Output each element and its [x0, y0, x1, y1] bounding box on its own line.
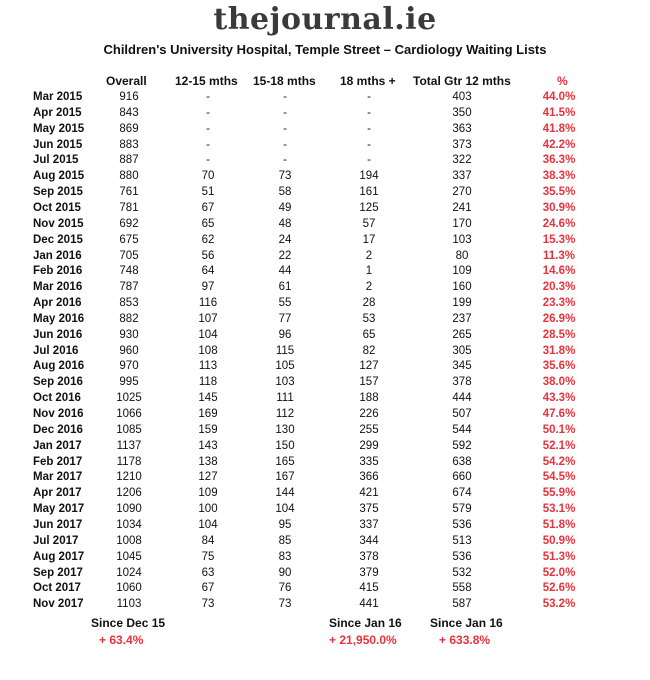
table-row — [0, 185, 650, 200]
cell-15-18: 90 — [278, 566, 292, 579]
cell-18-plus: 161 — [359, 186, 379, 199]
cell-12-15: 108 — [198, 344, 218, 357]
cell-overall: 675 — [119, 233, 139, 246]
cell-15-18: 165 — [275, 455, 295, 468]
table-row — [0, 233, 650, 248]
cell-18-plus: 335 — [359, 455, 379, 468]
cell-overall: 705 — [119, 249, 139, 262]
cell-15-18: 55 — [278, 297, 292, 310]
cell-total: 558 — [452, 582, 472, 595]
cell-15-18: 44 — [278, 265, 292, 278]
cell-15-18: 49 — [278, 201, 292, 214]
cell-pct: 35.6% — [542, 360, 576, 373]
col-header-18-plus: 18 mths + — [340, 74, 396, 88]
cell-12-15: 145 — [198, 392, 218, 405]
cell-month: Jan 2016 — [33, 249, 82, 262]
cell-12-15: 118 — [198, 376, 218, 389]
cell-12-15: 107 — [198, 312, 218, 325]
cell-18-plus: 379 — [359, 566, 379, 579]
table-row — [0, 375, 650, 390]
col-header-15-18: 15-18 mths — [253, 74, 316, 88]
cell-month: Oct 2015 — [33, 201, 81, 214]
cell-pct: 35.5% — [542, 186, 576, 199]
cell-overall: 869 — [119, 122, 139, 135]
cell-total: 241 — [452, 201, 472, 214]
cell-pct: 54.5% — [542, 471, 576, 484]
cell-pct: 11.3% — [543, 249, 575, 262]
cell-pct: 14.6% — [542, 265, 576, 278]
cell-18-plus: 375 — [359, 503, 379, 516]
cell-overall: 995 — [119, 376, 139, 389]
cell-18-plus: - — [367, 154, 371, 167]
cell-overall: 1024 — [116, 566, 142, 579]
table-row — [0, 122, 650, 137]
cell-total: 587 — [452, 598, 472, 611]
cell-15-18: 104 — [275, 503, 295, 516]
cell-18-plus: 82 — [362, 344, 376, 357]
cell-month: Sep 2017 — [33, 566, 83, 579]
cell-month: Nov 2016 — [33, 408, 84, 420]
cell-month: May 2016 — [33, 312, 85, 325]
table-row — [0, 550, 650, 565]
cell-total: 592 — [452, 439, 472, 452]
cell-pct: 41.5% — [542, 106, 576, 119]
table-row — [0, 328, 650, 343]
table-row — [0, 169, 650, 184]
cell-total: 103 — [452, 233, 472, 246]
table-row — [0, 249, 650, 264]
cell-12-15: - — [206, 91, 210, 103]
cell-month: Sep 2016 — [33, 376, 83, 389]
cell-pct: 20.3% — [542, 281, 576, 294]
cell-12-15: 109 — [198, 487, 218, 500]
cell-month: Mar 2016 — [33, 281, 83, 294]
cell-15-18: 85 — [278, 534, 292, 547]
cell-total: 660 — [452, 471, 472, 484]
cell-overall: 960 — [119, 344, 139, 357]
footer-value-18-plus: + 21,950.0% — [329, 633, 397, 647]
table-row — [0, 439, 650, 454]
cell-15-18: - — [283, 138, 287, 151]
cell-pct: 52.6% — [542, 582, 576, 595]
table-row — [0, 280, 650, 295]
cell-15-18: 130 — [275, 423, 295, 436]
cell-15-18: 77 — [278, 312, 292, 325]
cell-18-plus: 366 — [359, 471, 379, 484]
cell-month: Aug 2015 — [33, 170, 85, 183]
cell-18-plus: 53 — [362, 312, 376, 325]
cell-18-plus: 1 — [365, 265, 373, 278]
cell-12-15: 138 — [198, 455, 218, 468]
cell-overall: 1206 — [116, 487, 142, 500]
cell-18-plus: 188 — [359, 392, 379, 405]
cell-pct: 31.8% — [542, 344, 576, 357]
table-title: Children's University Hospital, Temple Street – Cardiology Waiting Lists — [103, 42, 547, 57]
cell-12-15: 84 — [201, 534, 215, 547]
cell-month: Jan 2017 — [33, 439, 82, 452]
cell-pct: 54.2% — [542, 455, 576, 468]
cell-15-18: 73 — [278, 170, 292, 183]
col-header-overall: Overall — [106, 74, 147, 88]
cell-18-plus: 255 — [359, 423, 379, 436]
cell-month: Feb 2016 — [33, 265, 83, 278]
cell-pct: 28.5% — [542, 328, 576, 341]
site-logo: thejournal.ie — [213, 2, 437, 37]
cell-total: 265 — [452, 328, 472, 341]
cell-15-18: - — [283, 122, 287, 135]
cell-month: Dec 2016 — [33, 423, 83, 436]
cell-18-plus: 378 — [359, 550, 379, 563]
cell-15-18: 150 — [275, 439, 295, 452]
cell-12-15: 64 — [201, 265, 215, 278]
cell-18-plus: 299 — [359, 439, 379, 452]
cell-12-15: 62 — [201, 233, 215, 246]
table-row — [0, 106, 650, 121]
cell-pct: 47.6% — [542, 408, 576, 420]
cell-overall: 781 — [119, 201, 139, 214]
footer-label-18-plus: Since Jan 16 — [329, 616, 402, 630]
cell-total: 638 — [452, 455, 472, 468]
cell-pct: 52.1% — [542, 439, 576, 452]
cell-total: 674 — [452, 487, 472, 500]
cell-15-18: 58 — [278, 186, 292, 199]
cell-pct: 50.9% — [542, 534, 576, 547]
cell-12-15: 56 — [201, 249, 215, 262]
cell-month: Apr 2017 — [33, 487, 82, 500]
table-row — [0, 566, 650, 581]
cell-overall: 1034 — [116, 518, 142, 531]
cell-month: Jul 2017 — [33, 534, 79, 547]
col-header-12-15: 12-15 mths — [175, 74, 238, 88]
cell-overall: 843 — [119, 106, 139, 119]
cell-overall: 1008 — [116, 534, 142, 547]
cell-overall: 748 — [119, 265, 139, 278]
cell-total: 579 — [452, 503, 472, 516]
cell-month: Jun 2015 — [33, 138, 83, 151]
cell-18-plus: 157 — [359, 376, 379, 389]
cell-pct: 52.0% — [542, 566, 576, 579]
cell-pct: 38.3% — [542, 170, 576, 183]
cell-15-18: 48 — [278, 217, 292, 230]
cell-month: Dec 2015 — [33, 233, 83, 246]
cell-month: Mar 2017 — [33, 471, 83, 484]
table-row — [0, 486, 650, 501]
cell-12-15: 67 — [201, 582, 215, 595]
cell-15-18: 73 — [278, 598, 292, 611]
cell-pct: 43.3% — [542, 392, 576, 405]
cell-15-18: 76 — [278, 582, 292, 595]
cell-18-plus: 421 — [359, 487, 379, 500]
cell-18-plus: 2 — [365, 281, 373, 294]
cell-12-15: - — [206, 106, 210, 119]
table-row — [0, 581, 650, 596]
cell-15-18: 144 — [275, 487, 295, 500]
cell-total: 403 — [452, 91, 472, 103]
cell-month: Jun 2017 — [33, 518, 83, 531]
cell-pct: 23.3% — [542, 297, 576, 310]
table-row — [0, 470, 650, 485]
cell-pct: 55.9% — [542, 487, 576, 500]
cell-overall: 1066 — [116, 408, 142, 420]
cell-overall: 1137 — [116, 439, 142, 452]
cell-month: May 2015 — [33, 122, 85, 135]
table-row — [0, 597, 650, 612]
cell-18-plus: 194 — [359, 170, 379, 183]
table-row — [0, 344, 650, 359]
cell-12-15: 116 — [198, 297, 218, 310]
cell-overall: 880 — [119, 170, 139, 183]
cell-overall: 761 — [119, 186, 139, 199]
cell-15-18: 83 — [278, 550, 292, 563]
cell-15-18: 24 — [278, 233, 292, 246]
cell-18-plus: - — [367, 138, 371, 151]
table-row — [0, 217, 650, 232]
cell-18-plus: 28 — [362, 297, 376, 310]
cell-total: 305 — [452, 344, 472, 357]
footer-value-total: + 633.8% — [439, 633, 491, 647]
cell-pct: 38.0% — [542, 376, 576, 389]
cell-18-plus: 344 — [359, 534, 379, 547]
table-row — [0, 312, 650, 327]
cell-12-15: 75 — [201, 550, 215, 563]
table-row — [0, 201, 650, 216]
cell-15-18: 22 — [278, 249, 292, 262]
cell-total: 373 — [452, 138, 472, 151]
cell-overall: 882 — [119, 312, 139, 325]
cell-overall: 1090 — [116, 503, 142, 516]
cell-overall: 970 — [119, 360, 139, 373]
cell-overall: 916 — [119, 91, 139, 103]
cell-total: 237 — [452, 312, 472, 325]
cell-18-plus: 441 — [359, 598, 379, 611]
cell-15-18: - — [283, 154, 287, 167]
cell-15-18: 103 — [275, 376, 295, 389]
cell-15-18: 61 — [278, 281, 292, 294]
cell-18-plus: 125 — [359, 201, 379, 214]
cell-month: Nov 2017 — [33, 598, 84, 611]
cell-18-plus: 415 — [359, 582, 379, 595]
table-row — [0, 264, 650, 279]
cell-total: 170 — [452, 217, 472, 230]
cell-15-18: - — [283, 106, 287, 119]
cell-total: 532 — [452, 566, 472, 579]
cell-pct: 51.8% — [542, 518, 576, 531]
table-row — [0, 407, 650, 422]
cell-month: Oct 2017 — [33, 582, 81, 595]
cell-12-15: 169 — [198, 408, 218, 420]
cell-pct: 26.9% — [542, 312, 576, 325]
cell-15-18: 115 — [275, 344, 295, 357]
cell-overall: 1085 — [116, 423, 142, 436]
cell-12-15: 159 — [198, 423, 218, 436]
cell-month: Apr 2015 — [33, 106, 82, 119]
cell-month: Oct 2016 — [33, 392, 81, 405]
cell-total: 109 — [452, 265, 472, 278]
cell-12-15: 143 — [198, 439, 218, 452]
footer-value-overall: + 63.4% — [99, 633, 144, 647]
cell-18-plus: - — [367, 91, 371, 103]
table-row — [0, 502, 650, 517]
cell-12-15: 73 — [201, 598, 215, 611]
cell-total: 270 — [452, 186, 472, 199]
cell-18-plus: 65 — [362, 328, 376, 341]
cell-total: 160 — [452, 281, 472, 294]
cell-12-15: 63 — [201, 566, 215, 579]
table-row — [0, 455, 650, 470]
cell-12-15: 97 — [201, 281, 215, 294]
cell-month: Feb 2017 — [33, 455, 83, 468]
cell-overall: 1178 — [116, 455, 142, 468]
cell-18-plus: 127 — [359, 360, 379, 373]
cell-overall: 887 — [119, 154, 139, 167]
cell-12-15: 127 — [198, 471, 218, 484]
cell-total: 536 — [452, 550, 472, 563]
cell-pct: 15.3% — [542, 233, 576, 246]
cell-12-15: 65 — [201, 217, 215, 230]
cell-15-18: 112 — [275, 408, 295, 420]
footer-label-overall: Since Dec 15 — [91, 616, 166, 630]
cell-pct: 51.3% — [542, 550, 576, 563]
cell-18-plus: - — [367, 106, 371, 119]
cell-15-18: 95 — [278, 518, 292, 531]
cell-pct: 53.1% — [542, 503, 576, 516]
cell-month: Jul 2016 — [33, 344, 79, 357]
cell-month: Sep 2015 — [33, 186, 83, 199]
cell-18-plus: 17 — [362, 233, 376, 246]
cell-pct: 24.6% — [542, 217, 576, 230]
cell-15-18: 167 — [275, 471, 295, 484]
cell-month: Aug 2017 — [33, 550, 85, 563]
cell-total: 363 — [452, 122, 472, 135]
cell-12-15: 100 — [198, 503, 218, 516]
cell-12-15: 51 — [201, 186, 215, 199]
cell-overall: 930 — [119, 328, 139, 341]
cell-month: May 2017 — [33, 503, 85, 516]
cell-pct: 30.9% — [542, 201, 576, 214]
cell-18-plus: - — [367, 122, 371, 135]
col-header-total: Total Gtr 12 mths — [413, 74, 511, 88]
cell-12-15: 113 — [198, 360, 218, 373]
cell-month: Aug 2016 — [33, 360, 85, 373]
cell-overall: 883 — [119, 138, 139, 151]
cell-month: Jun 2016 — [33, 328, 83, 341]
cell-overall: 692 — [119, 217, 139, 230]
cell-18-plus: 57 — [362, 217, 376, 230]
cell-total: 345 — [452, 360, 472, 373]
cell-month: Apr 2016 — [33, 297, 82, 310]
cell-12-15: 67 — [201, 201, 215, 214]
table-row — [0, 518, 650, 533]
cell-total: 536 — [452, 518, 472, 531]
cell-total: 507 — [452, 408, 472, 420]
cell-total: 322 — [452, 154, 472, 167]
cell-pct: 44.0% — [542, 91, 576, 103]
cell-total: 80 — [455, 249, 469, 262]
cell-pct: 36.3% — [542, 154, 576, 167]
cell-12-15: 104 — [198, 328, 218, 341]
cell-12-15: - — [206, 122, 210, 135]
cell-12-15: - — [206, 154, 210, 167]
cell-overall: 1103 — [116, 598, 142, 611]
cell-pct: 41.8% — [542, 122, 576, 135]
cell-15-18: 105 — [275, 360, 295, 373]
cell-overall: 1045 — [116, 550, 142, 563]
cell-month: Jul 2015 — [33, 154, 79, 167]
cell-total: 337 — [452, 170, 472, 183]
table-row — [0, 296, 650, 311]
cell-15-18: 111 — [276, 392, 294, 405]
cell-total: 444 — [452, 392, 472, 405]
cell-pct: 53.2% — [542, 598, 576, 611]
table-row — [0, 359, 650, 374]
table-row — [0, 423, 650, 438]
cell-18-plus: 226 — [359, 408, 379, 420]
cell-18-plus: 2 — [365, 249, 373, 262]
cell-pct: 50.1% — [542, 423, 576, 436]
col-header-pct: % — [557, 74, 568, 88]
cell-total: 199 — [452, 297, 472, 310]
cell-total: 513 — [452, 534, 472, 547]
table-row — [0, 138, 650, 153]
cell-12-15: - — [206, 138, 210, 151]
cell-total: 350 — [452, 106, 472, 119]
cell-pct: 42.2% — [542, 138, 576, 151]
cell-total: 544 — [452, 423, 472, 436]
cell-overall: 787 — [119, 281, 139, 294]
cell-month: Nov 2015 — [33, 217, 84, 230]
cell-15-18: - — [283, 91, 287, 103]
cell-12-15: 104 — [198, 518, 218, 531]
cell-total: 378 — [452, 376, 472, 389]
cell-overall: 1060 — [116, 582, 142, 595]
cell-month: Mar 2015 — [33, 91, 83, 103]
table-row — [0, 534, 650, 549]
table-row — [0, 90, 650, 105]
cell-overall: 1025 — [116, 392, 142, 405]
cell-18-plus: 337 — [359, 518, 379, 531]
cell-12-15: 70 — [201, 170, 215, 183]
cell-overall: 853 — [119, 297, 139, 310]
cell-overall: 1210 — [116, 471, 142, 484]
cell-15-18: 96 — [278, 328, 292, 341]
table-row — [0, 391, 650, 406]
footer-label-total: Since Jan 16 — [430, 616, 503, 630]
table-row — [0, 153, 650, 168]
